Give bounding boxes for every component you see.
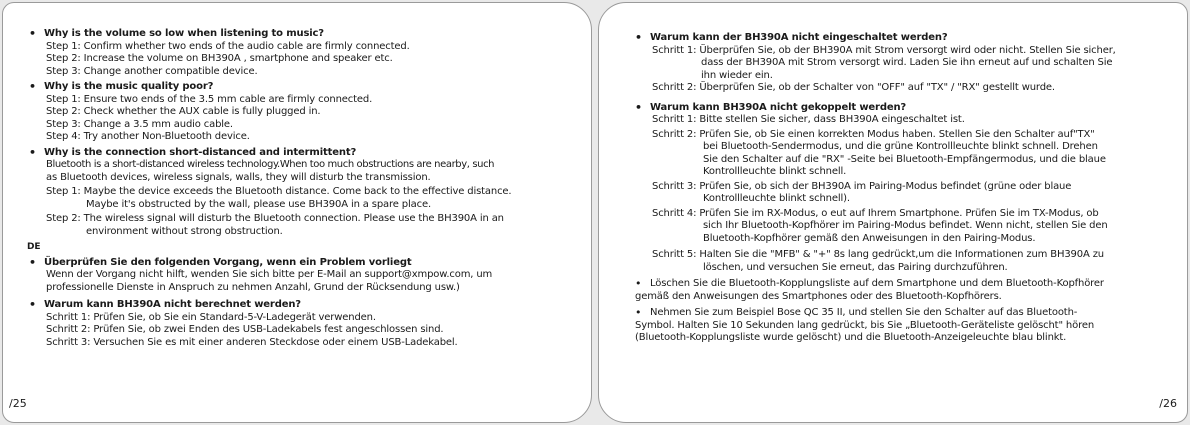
page-right: [598, 2, 1188, 423]
faq-step: Step 3: Change another compatible device.: [46, 65, 258, 77]
faq-heading-de-charge: • Warum kann BH390A nicht berechnet werden?: [29, 299, 585, 312]
faq-step-block: [635, 208, 1181, 246]
faq-text: Wenn der Vorgang nicht hilft, wenden Sie sich bitte per E-Mail an support@xmpow.com, um: [46, 269, 493, 280]
faq-bullet-clear-list: [635, 278, 1181, 303]
faq-step: Step 2: Check whether the AUX cable is fully plugged in.: [46, 106, 321, 117]
faq-step-continued: Kontrollleuchte blinkt schnell.: [703, 166, 847, 177]
faq-bullet-text: Symbol. Halten Sie 10 Sekunden lang gedrückt, bis Sie „Bluetooth-Geräteliste gelöscht" hören: [635, 319, 1095, 331]
faq-heading-power: • Warum kann der BH390A nicht eingeschaltet werden?: [635, 32, 1181, 45]
faq-step-continued: Maybe it's obstructed by the wall, please use BH390A in a spare place.: [86, 198, 431, 210]
faq-step-continued: Bluetooth-Kopfhörer gemäß den Anweisungen in den Pairing-Modus.: [703, 232, 1036, 244]
faq-step-continued: environment without strong obstruction.: [86, 225, 283, 237]
faq-text: professionelle Dienste in Anspruch zu nehmen Anzahl, Grund der Rücksendung usw.): [46, 281, 460, 293]
faq-step: Schritt 2: Prüfen Sie, ob Sie einen korrekten Modus haben. Stellen Sie den Schalter auf"TX": [652, 128, 1095, 140]
faq-step-block: [635, 249, 1181, 274]
faq-step: Schritt 2: Prüfen Sie, ob zwei Enden des USB-Ladekabels fest angeschlossen sind.: [46, 324, 444, 335]
faq-step-continued: Kontrollleuchte blinkt schnell).: [703, 193, 850, 204]
page-number: /25: [9, 397, 27, 410]
faq-step: Step 4: Try another Non-Bluetooth device.: [46, 131, 250, 142]
faq-bullet-example: [635, 307, 1181, 345]
faq-step-block: [635, 181, 1181, 206]
faq-bullet-text: • Löschen Sie die Bluetooth-Kopplungsliste auf dem Smartphone und dem Bluetooth-Kopfhörer: [650, 278, 1104, 289]
faq-step: Schritt 1: Prüfen Sie, ob Sie ein Standard-5-V-Ladegerät verwenden.: [46, 311, 376, 323]
faq-step-block: [29, 213, 585, 238]
faq-step: Step 1: Ensure two ends of the 3.5 mm cable are firmly connected.: [46, 93, 373, 105]
faq-step: Schritt 2: Überprüfen Sie, ob der Schalter von "OFF" auf "TX" / "RX" gestellt wurde.: [652, 82, 1055, 93]
faq-bullet-text: gemäß den Anweisungen des Smartphones oder des Bluetooth-Kopfhörers.: [635, 290, 1002, 302]
faq-heading-de-check: • Überprüfen Sie den folgenden Vorgang, wenn ein Problem vorliegt: [29, 257, 585, 270]
language-label: DE: [27, 242, 41, 252]
faq-step-continued: dass der BH390A mit Strom versorgt wird. Laden Sie ihn erneut auf und schalten Sie: [701, 57, 1113, 68]
faq-intro: as Bluetooth devices, wireless signals, walls, they will disturb the transmission.: [46, 171, 431, 183]
faq-step-block: [29, 186, 585, 211]
faq-step: Step 2: Increase the volume on BH390A , smartphone and speaker etc.: [46, 53, 393, 64]
faq-step: Schritt 3: Versuchen Sie es mit einer anderen Steckdose oder einem USB-Ladekabel.: [46, 336, 458, 348]
faq-heading-connection: • Why is the connection short-distanced and intermittent?: [29, 147, 585, 160]
faq-step-block: [635, 45, 1181, 83]
page-left-content: [29, 25, 585, 349]
faq-step: Schritt 1: Überprüfen Sie, ob der BH390A mit Strom versorgt wird oder nicht. Stellen Sie sicher,: [652, 44, 1116, 56]
faq-step: Step 1: Confirm whether two ends of the audio cable are firmly connected.: [46, 40, 410, 52]
faq-heading-pairing: • Warum kann BH390A nicht gekoppelt werden?: [635, 102, 1181, 115]
faq-step: Schritt 5: Halten Sie die "MFB" & "+" 8s lang gedrückt,um die Informationen zum BH390A zu: [652, 249, 1104, 260]
page-number: /26: [1159, 397, 1177, 410]
faq-step: Schritt 4: Prüfen Sie im RX-Modus, o eut auf Ihrem Smartphone. Prüfen Sie im TX-Modus, ob: [652, 207, 1099, 219]
faq-intro: Bluetooth is a short-distanced wireless technology.When too much obstructions are nearby, such: [46, 159, 495, 170]
faq-bullet-text: (Bluetooth-Kopplungsliste wurde gelöscht) und die Bluetooth-Anzeigeleuchte blau blinkt.: [635, 332, 1067, 343]
faq-bullet-text: • Nehmen Sie zum Beispiel Bose QC 35 II, und stellen Sie den Schalter auf das Bluetooth-: [650, 307, 1078, 318]
faq-step-continued: Sie den Schalter auf die "RX" -Seite bei Bluetooth-Empfängermodus, und die blaue: [703, 153, 1106, 165]
faq-step: Step 3: Change a 3.5 mm audio cable.: [46, 118, 233, 130]
page-right-content: [635, 29, 1181, 345]
faq-step: Step 1: Maybe the device exceeds the Bluetooth distance. Come back to the effective distance.: [46, 186, 512, 197]
page-left: [2, 2, 592, 423]
faq-step-continued: bei Bluetooth-Sendermodus, und die grüne Kontrollleuchte blinkt schnell. Drehen: [703, 141, 1098, 152]
faq-heading-volume: • Why is the volume so low when listening to music?: [29, 28, 585, 41]
faq-step-block: [635, 129, 1181, 179]
faq-step: Schritt 3: Prüfen Sie, ob sich der BH390A im Pairing-Modus befindet (grüne oder blaue: [652, 180, 1072, 192]
faq-step: Schritt 1: Bitte stellen Sie sicher, dass BH390A eingeschaltet ist.: [652, 114, 965, 125]
faq-step-continued: ihn wieder ein.: [701, 69, 773, 81]
faq-heading-quality: • Why is the music quality poor?: [29, 81, 585, 94]
faq-step-continued: sich Ihr Bluetooth-Kopfhörer im Pairing-Modus befindet. Wenn nicht, stellen Sie den: [703, 220, 1108, 231]
faq-step: Step 2: The wireless signal will disturb the Bluetooth connection. Please use the BH390A in an: [46, 213, 504, 224]
faq-step-continued: löschen, und versuchen Sie erneut, das Pairing durchzuführen.: [703, 261, 1008, 273]
